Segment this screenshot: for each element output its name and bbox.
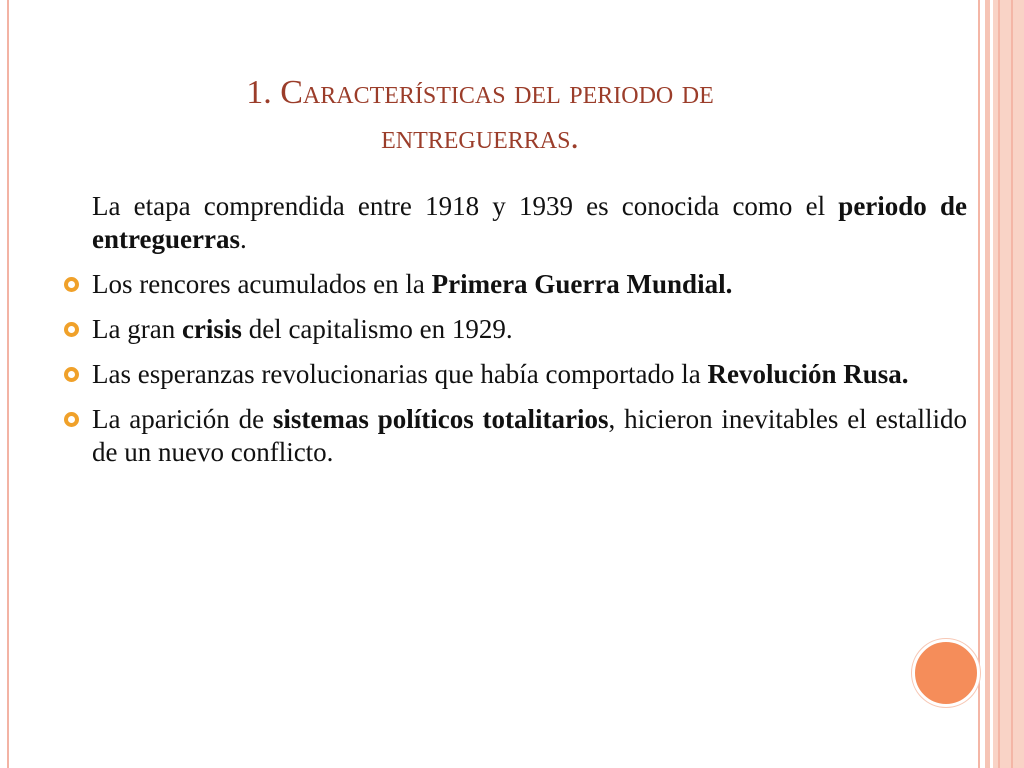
stripe bbox=[978, 0, 980, 768]
bullet-text-end: , hicieron inevitables el estallido de un nuevo conflicto. bbox=[92, 404, 967, 467]
bullet-circle-icon bbox=[64, 277, 79, 292]
bullet-text: La aparición de bbox=[92, 404, 273, 434]
bullet-bold: sistemas políticos totalitarios bbox=[272, 404, 609, 434]
left-border-decoration bbox=[0, 0, 9, 768]
intro-bold: periodo de entreguerras bbox=[92, 191, 967, 254]
slide-title bbox=[120, 70, 840, 160]
bullet-circle-icon bbox=[64, 412, 79, 427]
intro-text: La etapa comprendida entre 1918 y 1939 es conocida como el bbox=[92, 191, 839, 221]
bullet-text-end: del capitalismo en 1929. bbox=[241, 314, 513, 344]
bullet-text: Los rencores acumulados en la bbox=[92, 269, 432, 299]
bullet-bold: crisis bbox=[181, 314, 242, 344]
stripe bbox=[998, 0, 1000, 768]
bullet-bold: Revolución Rusa. bbox=[707, 359, 909, 389]
slide-body bbox=[62, 190, 967, 481]
bullet-text: La gran bbox=[92, 314, 182, 344]
bullet-item bbox=[62, 403, 967, 469]
intro-text-end: . bbox=[239, 224, 247, 254]
bullet-text: Las esperanzas revolucionarias que había comportado la bbox=[92, 359, 708, 389]
bullet-circle-icon bbox=[64, 322, 79, 337]
bullet-bold: Primera Guerra Mundial. bbox=[431, 269, 733, 299]
title-line-1: 1. Características del periodo de bbox=[246, 74, 714, 111]
bullet-circle-icon bbox=[64, 367, 79, 382]
stripe bbox=[985, 0, 990, 768]
bullet-item bbox=[62, 313, 967, 346]
right-stripe-decoration bbox=[978, 0, 1024, 768]
intro-paragraph bbox=[62, 190, 967, 256]
stripe bbox=[1011, 0, 1013, 768]
title-line-2: entreguerras. bbox=[381, 119, 579, 156]
bullet-item bbox=[62, 268, 967, 301]
orange-circle-decoration bbox=[912, 639, 980, 707]
bullet-item bbox=[62, 358, 967, 391]
